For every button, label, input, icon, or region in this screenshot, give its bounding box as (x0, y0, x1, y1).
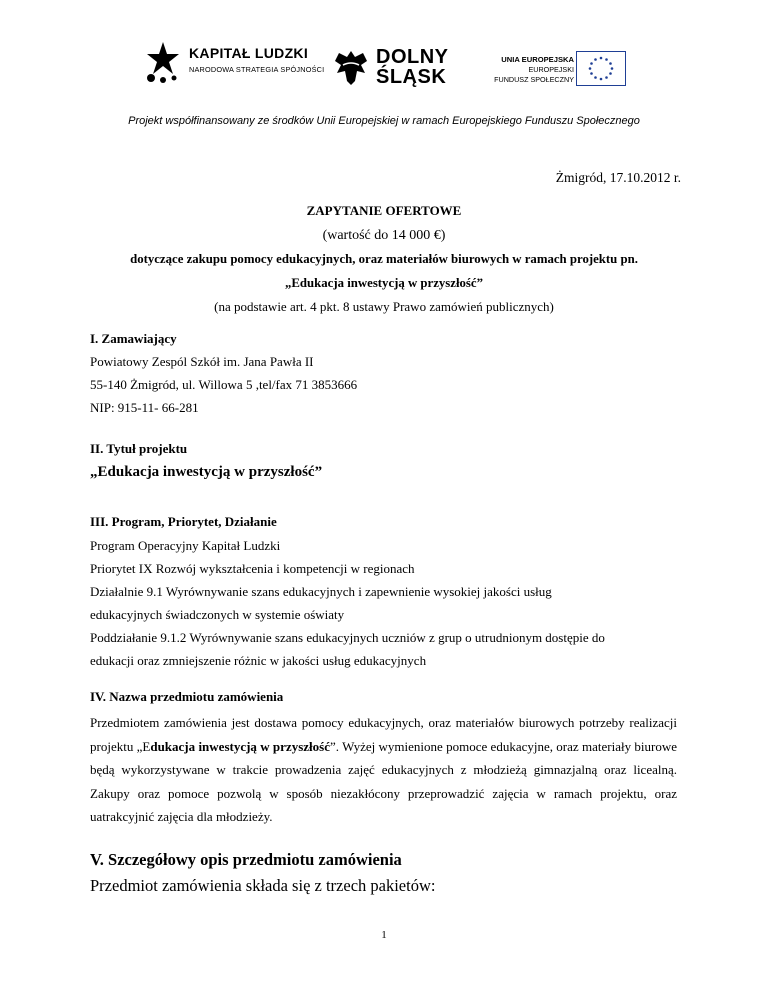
eu-logo (496, 51, 626, 89)
kapital-ludzki-title: KAPITAŁ LUDZKI (189, 45, 309, 61)
eagle-icon (333, 47, 369, 87)
dolny-slask-line1: DOLNY (376, 46, 449, 68)
cofinancing-note: Projekt współfinansowany ze środków Unii Europejskiej w ramach Europejskiego Funduszu Społecznego (128, 115, 640, 127)
section-3-line: Program Operacyjny Kapitał Ludzki (90, 538, 281, 553)
section-3-line: Działalnie 9.1 Wyrównywanie szans edukacyjnych i zapewnienie wysokiej jakości usług (90, 584, 552, 599)
project-title: „Edukacja inwestycją w przyszłość” (90, 464, 323, 480)
dolny-slask-logo (333, 43, 453, 91)
section-2-heading: II. Tytuł projektu (90, 441, 188, 456)
place-date: Żmigród, 17.10.2012 r. (555, 170, 681, 185)
section-5-heading: V. Szczegółowy opis przedmiotu zamówienia (90, 850, 402, 869)
section-1-heading: I. Zamawiający (90, 331, 177, 346)
section-4-paragraph (90, 711, 677, 829)
eu-logo-line2: EUROPEJSKI (528, 65, 574, 74)
section-1-line: 55-140 Żmigród, ul. Willowa 5 ,tel/fax 71 3853666 (90, 377, 358, 392)
dolny-slask-line2: ŚLĄSK (376, 66, 447, 88)
section-4-heading: IV. Nazwa przedmiotu zamówienia (90, 689, 284, 704)
section-3-line: edukacyjnych świadczonych w systemie oświaty (90, 607, 345, 622)
section-3-line: Poddziałanie 9.1.2 Wyrównywanie szans edukacyjnych uczniów z grup o utrudnionym dostępie do (90, 630, 605, 645)
value-note: (wartość do 14 000 €) (322, 228, 446, 243)
page-number: 1 (381, 929, 387, 941)
section-1-line: NIP: 915-11- 66-281 (90, 400, 199, 415)
legal-basis: (na podstawie art. 4 pkt. 8 ustawy Prawo zamówień publicznych) (214, 299, 554, 314)
eu-flag-icon (576, 51, 626, 86)
kapital-ludzki-logo (143, 40, 325, 86)
section-4-text-part1: Przedmiotem zamówienia jest dostawa pomocy edukacyjnych, oraz materiałów biurowych potrzeby realizacji projektu „E (90, 715, 677, 754)
eu-logo-line1: UNIA EUROPEJSKA (501, 55, 574, 64)
document-title: ZAPYTANIE OFERTOWE (306, 203, 462, 218)
eu-logo-text (494, 55, 574, 85)
section-3-line: Priorytet IX Rozwój wykształcenia i kompetencji w regionach (90, 561, 415, 576)
eu-logo-line3: FUNDUSZ SPOŁECZNY (494, 75, 574, 84)
section-5-body: Przedmiot zamówienia składa się z trzech pakietów: (90, 876, 436, 895)
section-3-heading: III. Program, Priorytet, Działanie (90, 514, 277, 529)
section-4-text-part2: ”. Wyżej wymienione pomoce edukacyjne, oraz materiały biurowe będą wykorzystywane w trakcie prowadzenia zajęć edukacyjnych z młodzieżą gimnazjalną oraz licealną. Zakupy oraz pomoce pozwolą w sposób niezakłócony przeprowadzić zajęcia w ramach projektu, oraz uatrakcyjnić zajęcia dla młodzieży. (90, 738, 677, 824)
subject-line: dotyczące zakupu pomocy edukacyjnych, oraz materiałów biurowych w ramach projektu pn. (130, 252, 638, 266)
section-4-text-bold: dukacja inwestycją w przyszłość (150, 738, 330, 754)
project-name: „Edukacja inwestycją w przyszłość” (285, 276, 483, 290)
section-1-line: Powiatowy Zespól Szkół im. Jana Pawła II (90, 354, 314, 369)
kapital-ludzki-subtitle: NARODOWA STRATEGIA SPÓJNOŚCI (189, 65, 325, 74)
kapital-ludzki-symbol-icon (143, 40, 183, 84)
section-3-line: edukacji oraz zmniejszenie różnic w jakości usług edukacyjnych (90, 653, 427, 668)
